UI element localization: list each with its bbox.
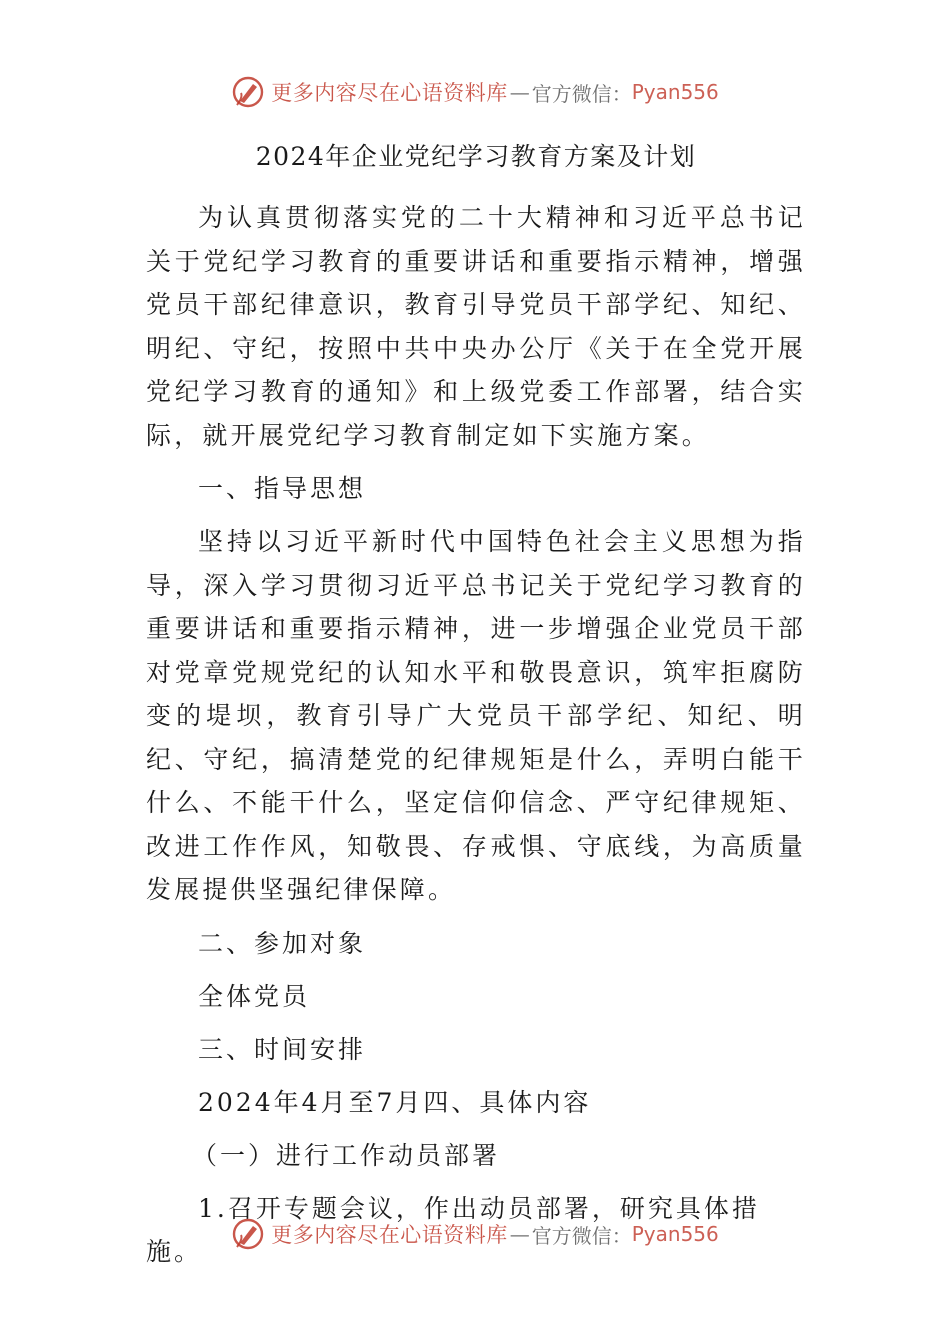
pen-logo-icon [231, 1217, 265, 1251]
section-heading-participants: 二、参加对象 [198, 928, 367, 958]
header-watermark-banner [0, 70, 950, 114]
banner-wechat-id: Pyan556 [631, 1222, 719, 1246]
section-heading-guiding-ideology: 一、指导思想 [198, 474, 367, 503]
banner-dash: — [509, 1222, 530, 1246]
document-body [146, 140, 806, 1283]
banner-sub-text: 官方微信： [531, 1223, 632, 1248]
banner-wechat-id: Pyan556 [631, 80, 719, 104]
section-body-guiding-ideology: 坚持以习近平新时代中国特色社会主义思想为指导，深入学习贯彻习近平总书记关于党纪学习教育的重要讲话和重要指示精神，进一步增强企业党员干部对党章党规党纪的认知水平和敬畏意识，筑牢拒腐防变的堤坝，教育引导广大党员干部学纪、知纪、明纪、守纪，搞清楚党的纪律规矩是什么，弄明白能干什么、不能干什么，坚定信仰信念、严守纪律规矩、改进工作作风，知敬畏、存戒惧、守底线，为高质量发展提供坚强纪律保障。 [146, 527, 806, 904]
subsection-heading-mobilization: （一）进行工作动员部署 [192, 1140, 501, 1170]
section-heading-schedule: 三、时间安排 [198, 1034, 367, 1064]
document-title: 2024年企业党纪学习教育方案及计划 [255, 142, 697, 171]
banner-dash: — [509, 80, 530, 104]
banner-main-text: 更多内容尽在心语资料库 [271, 81, 508, 105]
banner-sub-text: 官方微信： [531, 81, 632, 106]
list-item-1: 1.召开专题会议，作出动员部署，研究具体措施。 [146, 1193, 760, 1266]
pen-logo-icon [231, 75, 265, 109]
section-body-participants: 全体党员 [198, 981, 311, 1011]
footer-watermark-banner [0, 1212, 950, 1256]
intro-paragraph: 为认真贯彻落实党的二十大精神和习近平总书记关于党纪学习教育的重要讲话和重要指示精神，增强党员干部纪律意识，教育引导党员干部学纪、知纪、明纪、守纪，按照中共中央办公厅《关于在全党开展党纪学习教育的通知》和上级党委工作部署，结合实际，就开展党纪学习教育制定如下实施方案。 [146, 203, 806, 450]
section-body-schedule: 2024年4月至7月四、具体内容 [198, 1087, 592, 1117]
banner-main-text: 更多内容尽在心语资料库 [271, 1223, 508, 1247]
